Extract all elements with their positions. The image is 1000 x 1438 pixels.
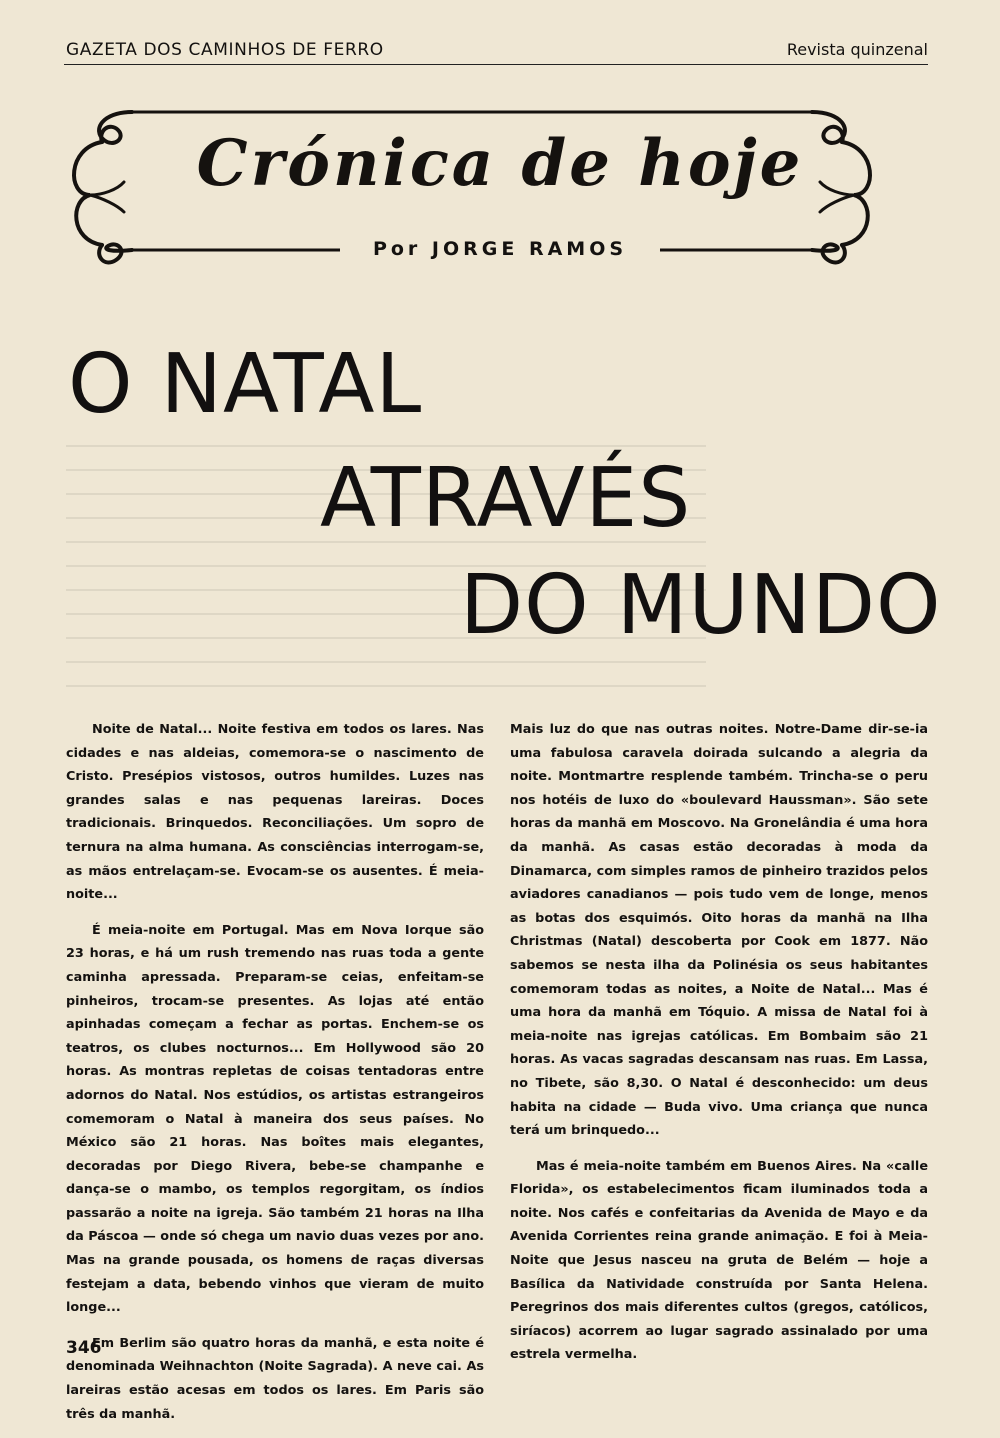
paragraph: Em Berlim são quatro horas da manhã, e esta noite é denominada Weihnachton (Noite Sagrada). A neve cai. As lareiras estão acesas em todos os lares. Em Paris são três da manhã. <box>66 1335 484 1422</box>
headline-line-3: DO MUNDO <box>460 558 942 653</box>
section-title: Crónica de hoje <box>196 126 804 201</box>
publication-name: GAZETA DOS CAMINHOS DE FERRO <box>66 40 384 60</box>
page-number: 346 <box>66 1338 102 1358</box>
headline-line-2: ATRAVÉS <box>320 451 692 546</box>
paragraph: Noite de Natal... Noite festiva em todos os lares. Nas cidades e nas aldeias, comemora-se o nascimento de Cristo. Presépios vistosos, outros humildes. Luzes nas grandes salas e nas pequenas lareiras. Doces tradicionais. Brinquedos. Reconciliações. Um sopro de ternura na alma humana. As consciências interrogam-se, as mãos entrelaçam-se. Evocam-se os ausentes. É meia-noite... <box>66 722 484 903</box>
publication-frequency: Revista quinzenal <box>786 40 928 59</box>
paragraph: Mais luz do que nas outras noites. Notre-Dame dir-se-ia uma fabulosa caravela doirada sulcando a alegria da noite. Montmartre resplende também. Trincha-se o peru nos hotéis de luxo do «boulevard Haussman». São sete horas da manhã em Moscovo. Na Gronelândia é uma hora da manhã. As casas estão decoradas à moda da Dinamarca, com simples ramos de pinheiro trazidos pelos aviadores canadianos — pois tudo vem de longe, menos as botas dos esquimós. Oito horas da manhã na Ilha Christmas (Natal) descoberta por Cook em 1877. Não sabemos se nesta ilha da Polinésia os seus habitantes comemoram todas as noites, a Noite de Natal... Mas é uma hora da manhã em Tóquio. A missa de Natal foi à meia-noite nas igrejas católicas. Em Bombaim são 21 horas. As vacas sagradas descansam nas ruas. Em Lassa, no Tibete, são 8,30. O Natal é desconhecido: um deus habita na cidade — Buda vivo. Uma criança que nunca terá um brinquedo... <box>510 722 928 1139</box>
header-rule <box>64 64 928 65</box>
author-byline: Por JORGE RAMOS <box>340 238 660 260</box>
headline-line-1: O NATAL <box>68 337 423 432</box>
paragraph: É meia-noite em Portugal. Mas em Nova Iorque são 23 horas, e há um rush tremendo nas ruas toda a gente caminha apressada. Preparam-se ceias, enfeitam-se pinheiros, trocam-se presentes. As lojas até então apinhadas começam a fechar as portas. Enchem-se os teatros, os clubes nocturnos... Em Hollywood são 20 horas. As montras repletas de coisas tentadoras entre adornos do Natal. Nos estúdios, os artistas estrangeiros comemoram o Natal à maneira dos seus países. No México são 21 horas. Nas boîtes mais elegantes, decoradas por Diego Rivera, bebe-se champanhe e dança-se o mambo, os templos regorgitam, os índios passarão a noite na igreja. São também 21 horas na Ilha da Páscoa — onde só chega um navio duas vezes por ano. Mas na grande pousada, os homens de raças diversas festejam a data, bebendo vinhos que vieram de muito longe... <box>66 922 484 1316</box>
article-column-left <box>66 718 484 1438</box>
paragraph: Mas é meia-noite também em Buenos Aires. Na «calle Florida», os estabelecimentos ficam iluminados toda a noite. Nos cafés e confeitarias da Avenida de Mayo e da Avenida Corrientes reina grande animação. E foi à Meia-Noite que Jesus nasceu na gruta de Belém — hoje a Basílica da Natividade construída por Santa Helena. Peregrinos dos mais diferentes cultos (gregos, católicos, siríacos) acorrem ao lugar sagrado assinalado por uma estrela vermelha. <box>510 1158 928 1363</box>
article-column-right <box>510 718 928 1379</box>
